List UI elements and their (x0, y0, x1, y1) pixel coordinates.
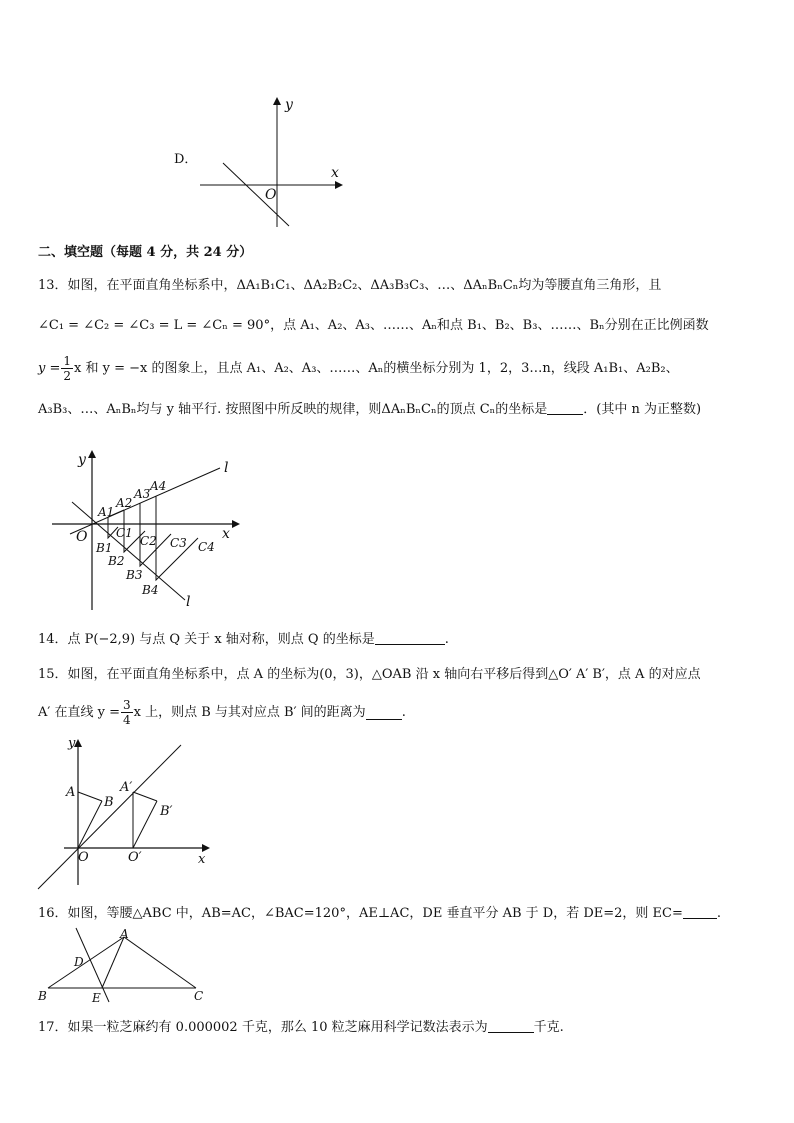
q15-frac-num: 3 (122, 698, 131, 712)
q13-label-a2: A2 (116, 496, 133, 510)
q13-label-c3: C3 (170, 536, 187, 550)
q13-line-2: ∠C₁ = ∠C₂ = ∠C₃ = L = ∠Cₙ = 90°，点 A₁、A₂、A₃、……、Aₙ和点 B₁、B₂、B₃、……、Bₙ分别在正比例函数 (38, 318, 709, 333)
q13-figure (50, 448, 250, 613)
q15-line2-end: . (401, 704, 406, 720)
q13-fraction (61, 354, 73, 383)
q13-line4-pre: A₃B₃、…、AₙBₙ均与 y 轴平行. 按照图中所反映的规律，则ΔAₙBₙCₙ的顶点 Cₙ的坐标是 (38, 402, 548, 417)
q13-line-4 (38, 400, 701, 420)
q17-pre: 17．如果一粒芝麻约有 0.000002 千克，那么 10 粒芝麻用科学记数法表示为 (38, 1020, 488, 1035)
q14-post: . (444, 632, 449, 647)
q13-line-3 (38, 354, 679, 383)
q14-question (38, 630, 449, 650)
q16-label-e: E (92, 991, 101, 1005)
q16-figure (36, 926, 211, 1006)
q13-y-label: y (78, 452, 86, 468)
q15-line2-pre: A′ 在直线 y = (38, 704, 120, 720)
q13-label-c2: C2 (140, 534, 157, 548)
q16-label-c: C (194, 989, 204, 1003)
q17-post: 千克. (533, 1020, 564, 1035)
q13-line-l-bottom: l (186, 594, 191, 610)
q16-question (38, 904, 721, 924)
q13-label-a4: A4 (150, 479, 167, 493)
q15-label-o-prime: O′ (128, 850, 142, 865)
q13-line3-pre: y = (38, 360, 61, 376)
q17-answer-blank[interactable] (488, 1018, 534, 1033)
q12-origin-label: O (265, 187, 277, 203)
q16-pre: 16．如图，等腰△ABC 中，AB=AC，∠BAC=120°，AE⊥AC，DE 垂直平分 AB 于 D，若 DE=2，则 EC= (38, 906, 683, 921)
q14-answer-blank[interactable] (375, 630, 445, 645)
q15-line2-post: x 上，则点 B 与其对应点 B′ 间的距离为 (133, 704, 366, 720)
q13-line4-post: ．(其中 n 为正整数) (583, 402, 702, 417)
q15-line-1: 15．如图，在平面直角坐标系中，点 A 的坐标为(0，3)，△OAB 沿 x 轴向右平移后得到△O′ A′ B′，点 A 的对应点 (38, 667, 701, 682)
q17-question (38, 1018, 564, 1038)
q12-figure (195, 95, 345, 235)
q16-answer-blank[interactable] (683, 904, 717, 919)
q13-label-c1: C1 (116, 526, 133, 540)
q13-label-a3: A3 (134, 487, 151, 501)
q12-x-label: x (331, 165, 339, 181)
q15-y-label: y (68, 736, 76, 751)
q13-label-b2: B2 (108, 554, 125, 568)
q13-line3-post: x 和 y = −x 的图象上，且点 A₁、A₂、A₃、……、Aₙ的横坐标分别为 1，2，3…n，线段 A₁B₁、A₂B₂、 (74, 360, 679, 376)
q16-label-b: B (38, 989, 47, 1003)
q13-line-l-top: l (224, 460, 229, 476)
q16-end: . (716, 906, 722, 921)
q13-answer-blank[interactable] (547, 400, 583, 415)
q15-label-a-prime: A′ (120, 780, 133, 795)
section-heading: 二、填空题（每题 4 分，共 24 分） (38, 245, 253, 260)
q15-line-2 (38, 698, 406, 727)
q13-label-b4: B4 (142, 583, 159, 597)
q13-line-1: 13．如图，在平面直角坐标系中，ΔA₁B₁C₁、ΔA₂B₂C₂、ΔA₃B₃C₃、…、ΔAₙBₙCₙ均为等腰直角三角形，且 (38, 278, 662, 293)
q16-label-d: D (74, 955, 84, 969)
q15-origin-label: O (78, 850, 89, 865)
q13-origin-label: O (76, 529, 88, 545)
q15-label-a: A (66, 785, 76, 800)
q13-x-label: x (222, 526, 230, 542)
q16-label-a: A (120, 927, 129, 941)
q13-label-b1: B1 (96, 541, 113, 555)
q13-label-a1: A1 (98, 505, 115, 519)
q15-frac-den: 4 (122, 713, 131, 727)
q15-figure (36, 735, 216, 893)
q14-pre: 14．点 P(−2,9) 与点 Q 关于 x 轴对称，则点 Q 的坐标是 (38, 632, 375, 647)
option-d-label: D． (174, 152, 198, 167)
q15-label-b-prime: B′ (160, 804, 173, 819)
q13-label-c4: C4 (198, 540, 215, 554)
q15-fraction (121, 698, 133, 727)
q15-answer-blank[interactable] (366, 705, 402, 720)
q13-frac-num: 1 (63, 354, 72, 368)
q12-y-label: y (285, 97, 293, 113)
q13-label-b3: B3 (126, 568, 143, 582)
q15-label-b: B (104, 795, 114, 810)
q15-x-label: x (198, 852, 206, 867)
q13-frac-den: 2 (63, 369, 72, 383)
